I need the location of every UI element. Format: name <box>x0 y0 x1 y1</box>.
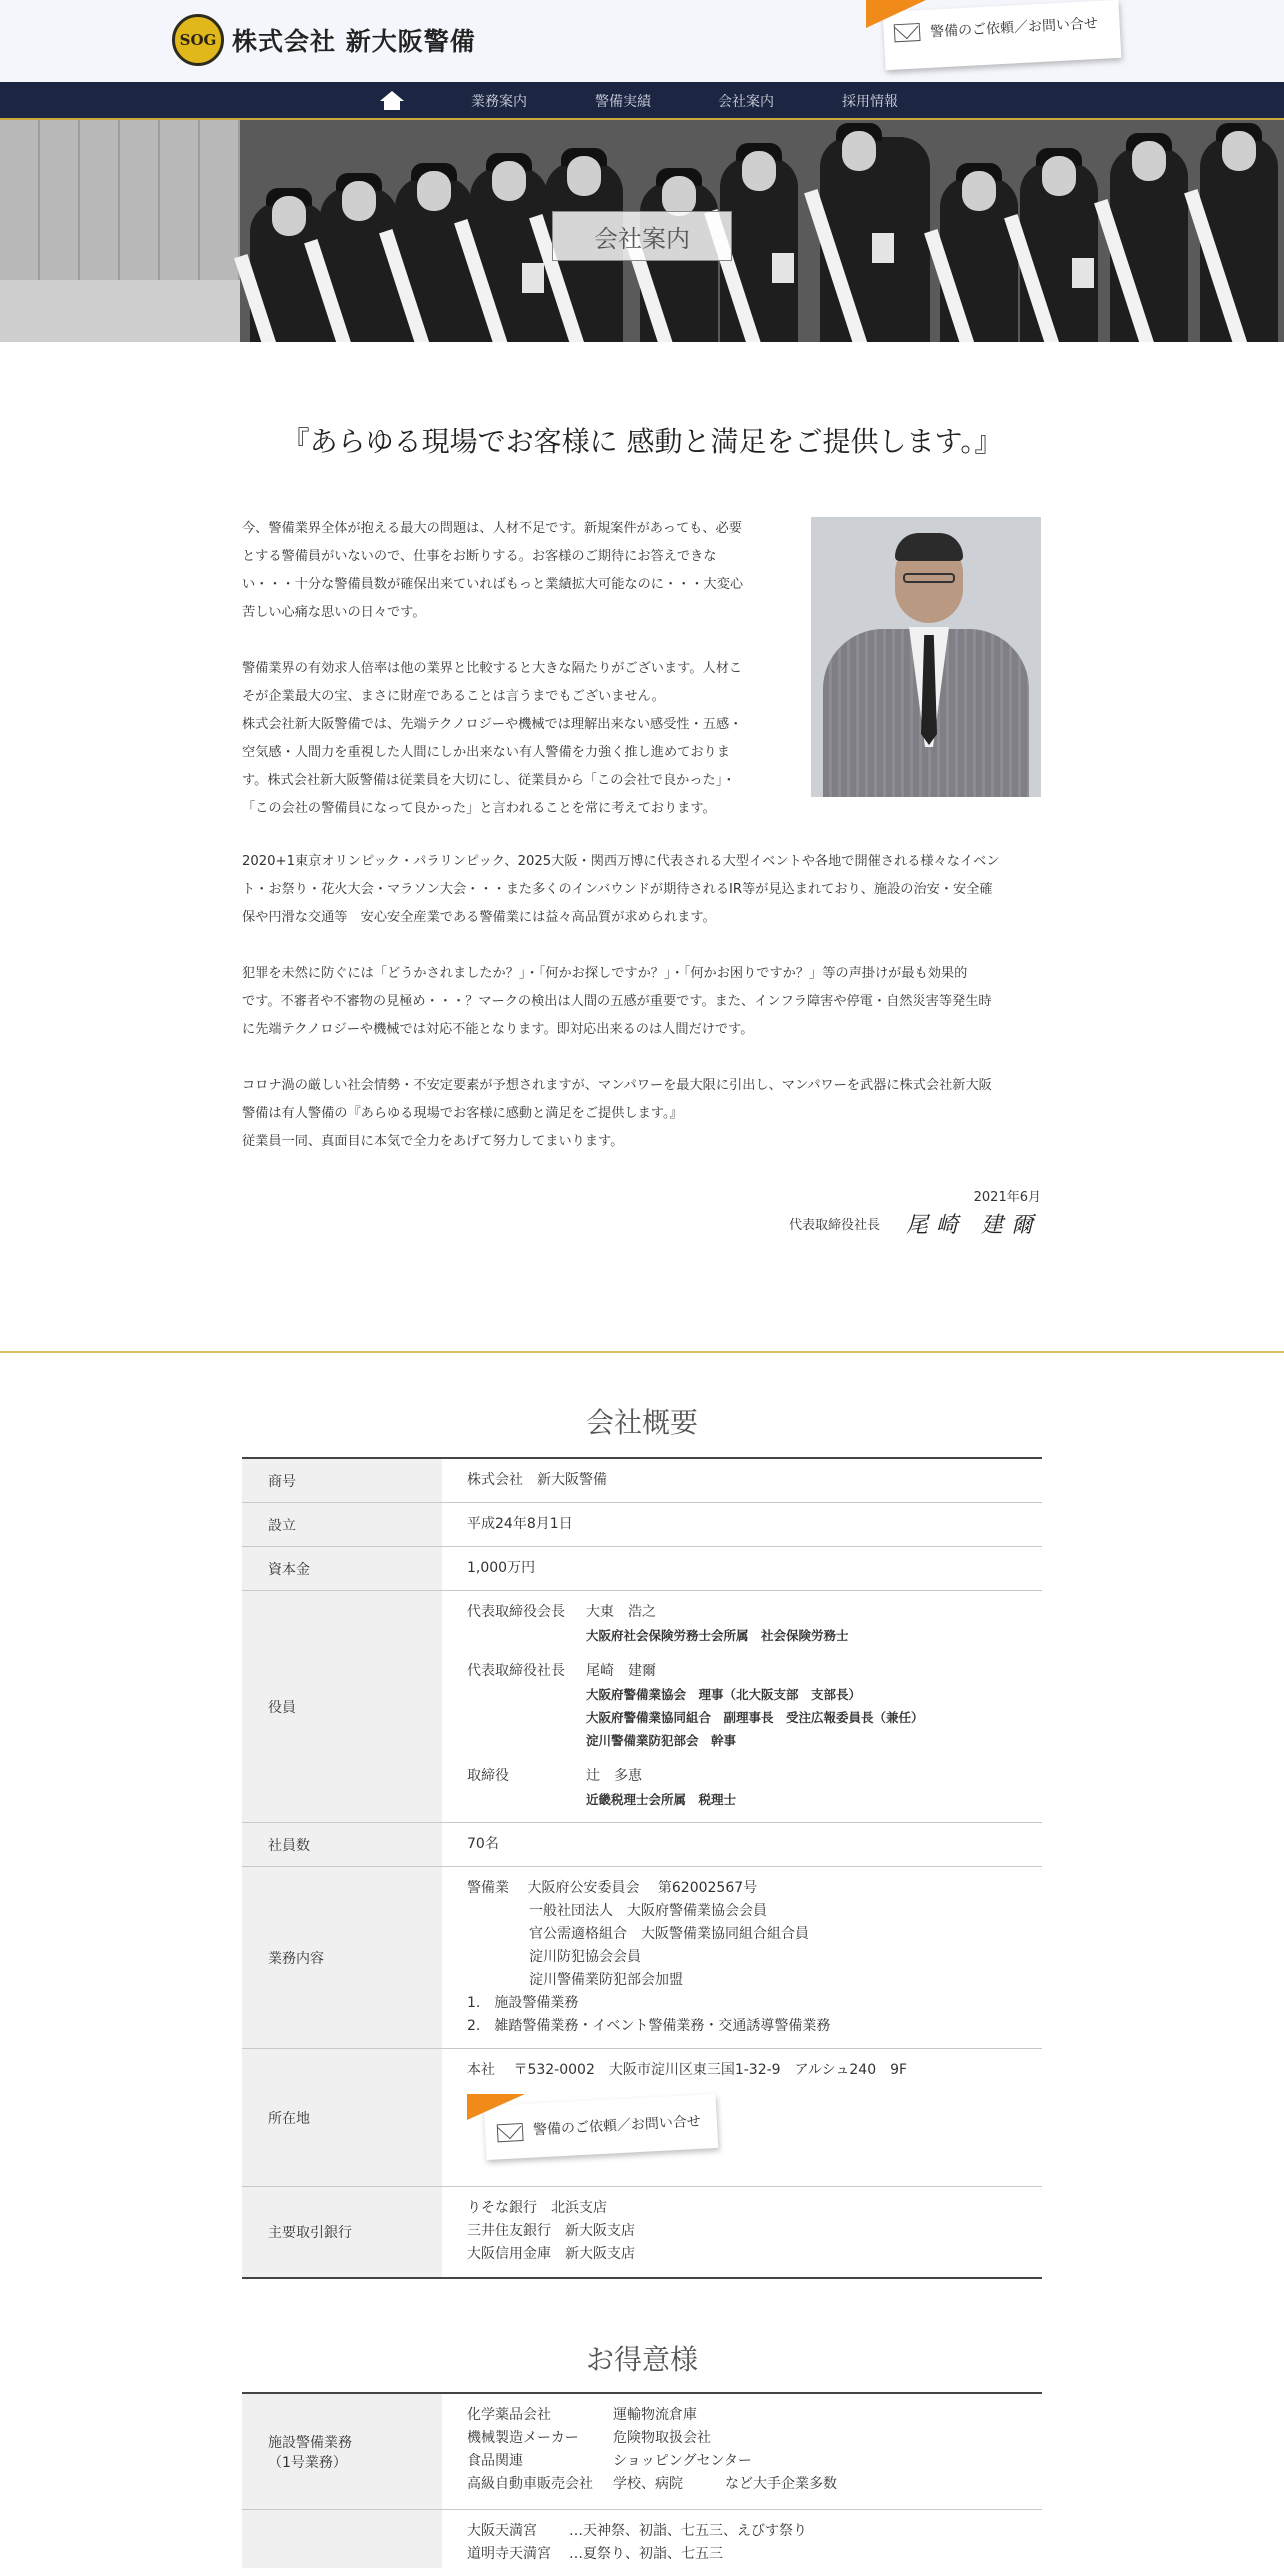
company-name: 株式会社 新大阪警備 <box>232 27 476 56</box>
home-icon[interactable] <box>380 91 404 111</box>
table-row: 資本金 1,000万円 <box>242 1547 1042 1591</box>
table-row: 商号 株式会社 新大阪警備 <box>242 1459 1042 1503</box>
signature-name: 尾崎 建爾 <box>906 1213 1041 1238</box>
table-row: 設立 平成24年8月1日 <box>242 1503 1042 1547</box>
mail-icon <box>894 23 921 42</box>
signature <box>789 1208 1041 1239</box>
mail-icon <box>497 2122 524 2141</box>
signature-title: 代表取締役社長 <box>788 1218 880 1233</box>
message-lead: 『あらゆる現場でお客様に 感動と満足をご提供します。』 <box>281 425 1003 458</box>
table-row: 大阪天満宮 …天神祭、初詣、七五三、えびす祭り 道明寺天満宮 …夏祭り、初詣、七五三 <box>242 2510 1042 2568</box>
president-photo <box>811 517 1041 797</box>
table-row: 業務内容 警備業 大阪府公安委員会 第62002567号 一般社団法人 大阪府警備業協会会員 官公需適格組合 大阪警備業協同組合組合員 淀川防犯協会会員 淀川警備業防犯部会加盟 1. 施設警備業務 2. 雑踏警備業務・イベント警備業務・交通誘導警備業務 <box>242 1867 1042 2049</box>
message-paragraph-5: コロナ渦の厳しい社会情勢・不安定要素が予想されますが、マンパワーを最大限に引出し、マンパワーを武器に株式会社新大阪 警備は有人警備の『あらゆる現場でお客様に感動と満足をご提供します。』 従業員一同、真面目に本気で全力をあげて努力してまいります。 <box>242 1078 992 1149</box>
table-row: 社員数 70名 <box>242 1823 1042 1867</box>
message-paragraph-4: 犯罪を未然に防ぐには「どうかされましたか？」・「何かお探しですか？」・「何かお困りですか？」等の声掛けが最も効果的 です。不審者や不審物の見極め・・・？マークの検出は人間の五感が重要です。また、インフラ障害や停電・自然災害等発生時 に先端テクノロジーや機械では対応不能となります。即対応出来るのは人間だけです。 <box>242 966 992 1037</box>
nav-item-recruit[interactable]: 採用情報 <box>842 94 898 110</box>
message-paragraph-3: 2020+1東京オリンピック・パラリンピック、2025大阪・関西万博に代表される大型イベントや各地で開催される様々なイベン ト・お祭り・花火大会・マラソン大会・・・また多くのインバウンドが期待されるIR等が見込まれており、施設の治安・安全確 保や円滑な交通等 安心安全産業である警備業には益々高品質が求められます。 <box>242 854 1000 925</box>
table-row: 主要取引銀行 りそな銀行 北浜支店 三井住友銀行 新大阪支店 大阪信用金庫 新大阪支店 <box>242 2187 1042 2277</box>
section-divider <box>0 1351 1284 1353</box>
overview-table <box>242 1457 1042 2279</box>
table-row: 役員 代表取締役会長 大東 浩之 大阪府社会保険労務士会所属 社会保険労務士 代表取締役社長 尾崎 建爾 大阪府警備業協会 理事（北大阪支部 支部長） 大阪府警備業協同組合 副理事長 受注広報委員長（兼任） 淀川警備業防犯部会 幹事 取締役 辻 多恵 近畿税理士会所属 税理士 <box>242 1591 1042 1823</box>
contact-button[interactable]: 警備のご依頼／お問い合せ <box>467 2092 721 2162</box>
contact-button-label: 警備のご依頼／お問い合せ <box>929 15 1099 41</box>
page-title: 会社案内 <box>552 211 732 261</box>
nav-item-results[interactable]: 警備実績 <box>595 94 651 110</box>
logo-mark: SOG <box>172 14 224 66</box>
site-header <box>0 0 1284 82</box>
nav-item-services[interactable]: 業務案内 <box>471 94 527 110</box>
message-date: 2021年6月 <box>973 1190 1041 1205</box>
table-row: 施設警備業務 （1号業務） 化学薬品会社 運輸物流倉庫 機械製造メーカー 危険物取扱会社 食品関連 ショッピングセンター 高級自動車販売会社 学校、病院 など大手企業多数 <box>242 2394 1042 2510</box>
table-row: 所在地 本社 〒532-0002 大阪市淀川区東三国1-32-9 アルシュ240 9F 警備のご依頼／お問い合せ <box>242 2049 1042 2187</box>
nav-item-company[interactable]: 会社案内 <box>718 94 774 110</box>
clients-table <box>242 2392 1042 2568</box>
logo[interactable] <box>172 14 476 66</box>
contact-button[interactable] <box>866 0 1120 70</box>
clients-title: お得意様 <box>585 2343 698 2376</box>
message-paragraph-2: 警備業界の有効求人倍率は他の業界と比較すると大きな隔たりがございます。人材こ そが企業最大の宝、まさに財産であることは言うまでもございません。 株式会社新大阪警備では、先端テクノロジーや機械では理解出来ない感受性・五感・ 空気感・人間力を重視した人間にしか出来ない有人警備を力強く推し進めておりま す。株式会社新大阪警備は従業員を大切にし、従業員から「この会社で良かった」・ 「この会社の警備員になって良かった」と言われることを常に考えております。 <box>242 661 743 816</box>
overview-title: 会社概要 <box>585 1406 698 1439</box>
main-nav <box>0 82 1284 120</box>
message-paragraph-1: 今、警備業界全体が抱える最大の問題は、人材不足です。新規案件があっても、必要 とする警備員がいないので、仕事をお断りする。お客様のご期待にお答えできな い・・・十分な警備員数が確保出来ていればもっと業績拡大可能なのに・・・大変心 苦しい心痛な思いの日々です。 <box>242 521 744 620</box>
